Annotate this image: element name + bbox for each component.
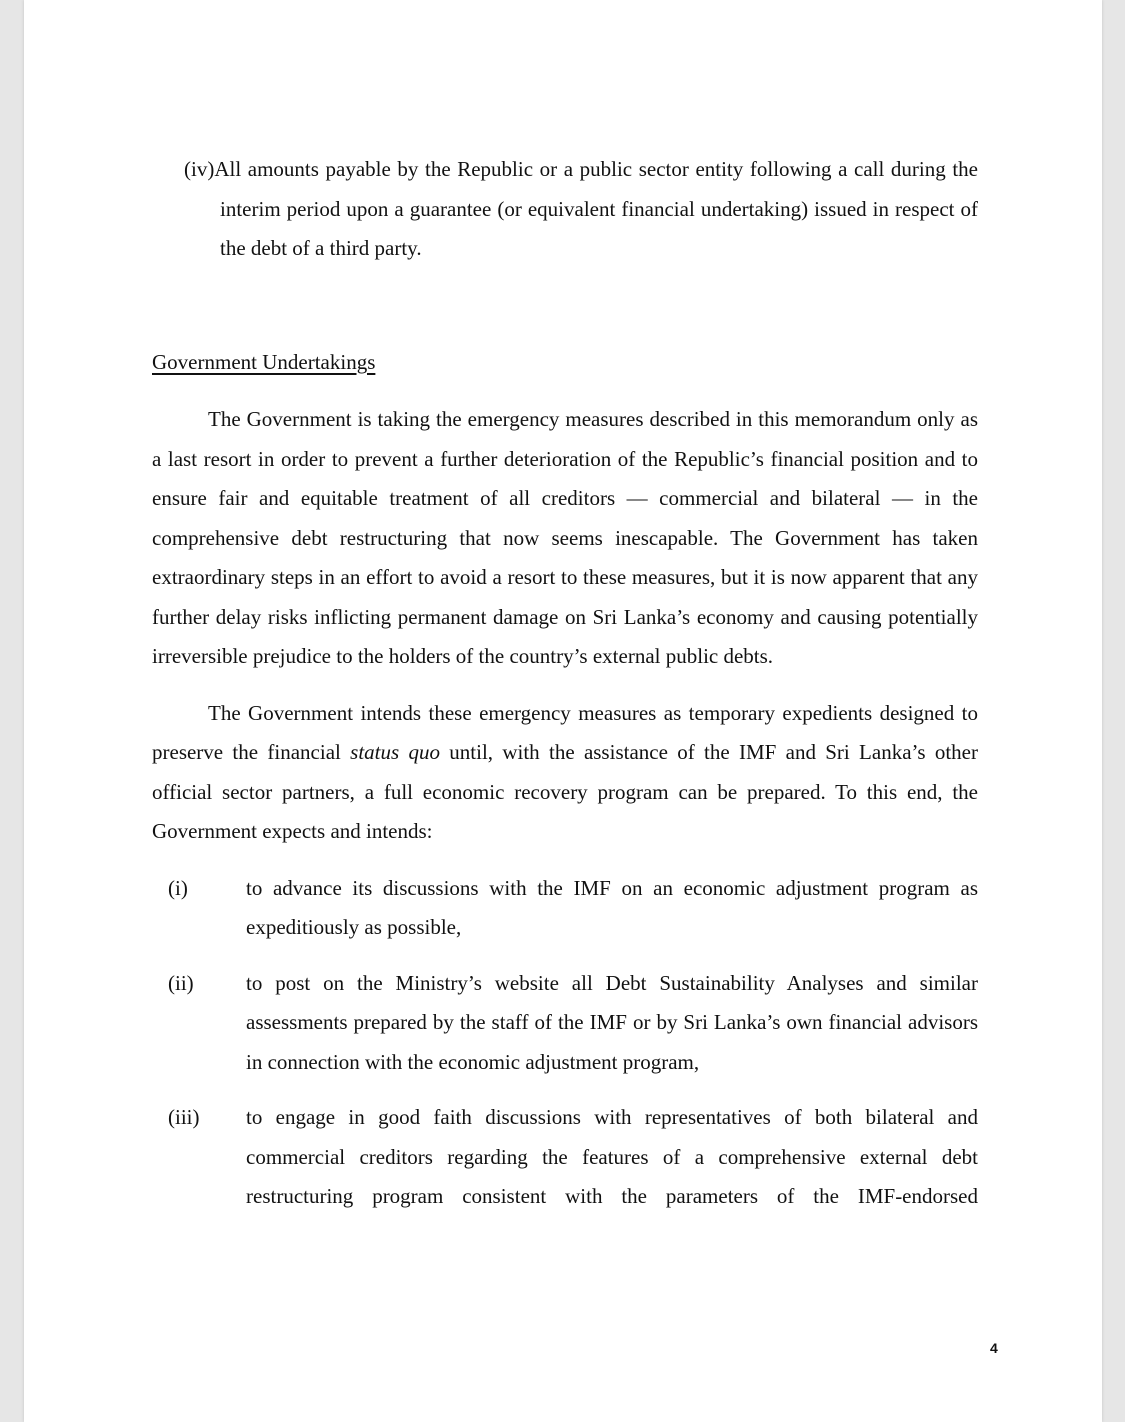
- paragraph-1: The Government is taking the emergency measures described in this memorandum only as a last resort in order to prevent a further deterioration of the Republic’s financial position and to ensure fair and equitable treatment of all creditors — commercial and bilateral — in the comprehensive debt restructuring that now seems inescapable. The Government has taken extraordinary steps in an effort to avoid a resort to these measures, but it is now apparent that any further delay risks inflicting permanent damage on Sri Lanka’s economy and causing potentially irreversible prejudice to the holders of the country’s external public debts.: [152, 407, 978, 668]
- paragraph-2-italic: status quo: [350, 740, 440, 764]
- list-item: [152, 964, 978, 1083]
- paragraph-2-before: The Government intends these emergency measures as temporary expedients designed to preserve the financial: [152, 700, 978, 764]
- section-heading: Government Undertakings: [152, 349, 376, 374]
- list-item-iv-number: (iv): [184, 157, 215, 181]
- paragraph-2-after: until, with the assistance of the IMF and Sri Lanka’s other official sector partners, a full economic recovery program can be prepared. To this end, the Government expects and intends:: [152, 740, 978, 843]
- page-number: 4: [990, 1340, 998, 1356]
- list-item-number: (i): [168, 875, 188, 900]
- document-page: [24, 0, 1102, 1422]
- list-item-text: to advance its discussions with the IMF on an economic adjustment program as expeditiously as possible,: [246, 875, 978, 939]
- list-item: [152, 1098, 978, 1217]
- list-item-text: to post on the Ministry’s website all Debt Sustainability Analyses and similar assessments prepared by the staff of the IMF or by Sri Lanka’s own financial advisors in connection with the economic adjustment program,: [246, 970, 978, 1074]
- list-item-text: to engage in good faith discussions with representatives of both bilateral and commercial creditors regarding the features of a comprehensive external debt restructuring program consistent with the parameters of the IMF-endorsed: [246, 1105, 978, 1208]
- list-item-number: (ii): [168, 970, 194, 995]
- page-content: [152, 150, 978, 1233]
- list-item-number: (iii): [168, 1105, 200, 1129]
- list-item: [152, 869, 978, 948]
- undertakings-list: [152, 869, 978, 1217]
- list-item-iv-paragraph: [184, 150, 978, 269]
- list-item-iv: [152, 150, 978, 269]
- paragraph-2: [152, 694, 978, 852]
- list-item-iv-text: All amounts payable by the Republic or a public sector entity following a call during the interim period upon a guarantee (or equivalent financial undertaking) issued in respect of the debt of a third party.: [214, 157, 978, 260]
